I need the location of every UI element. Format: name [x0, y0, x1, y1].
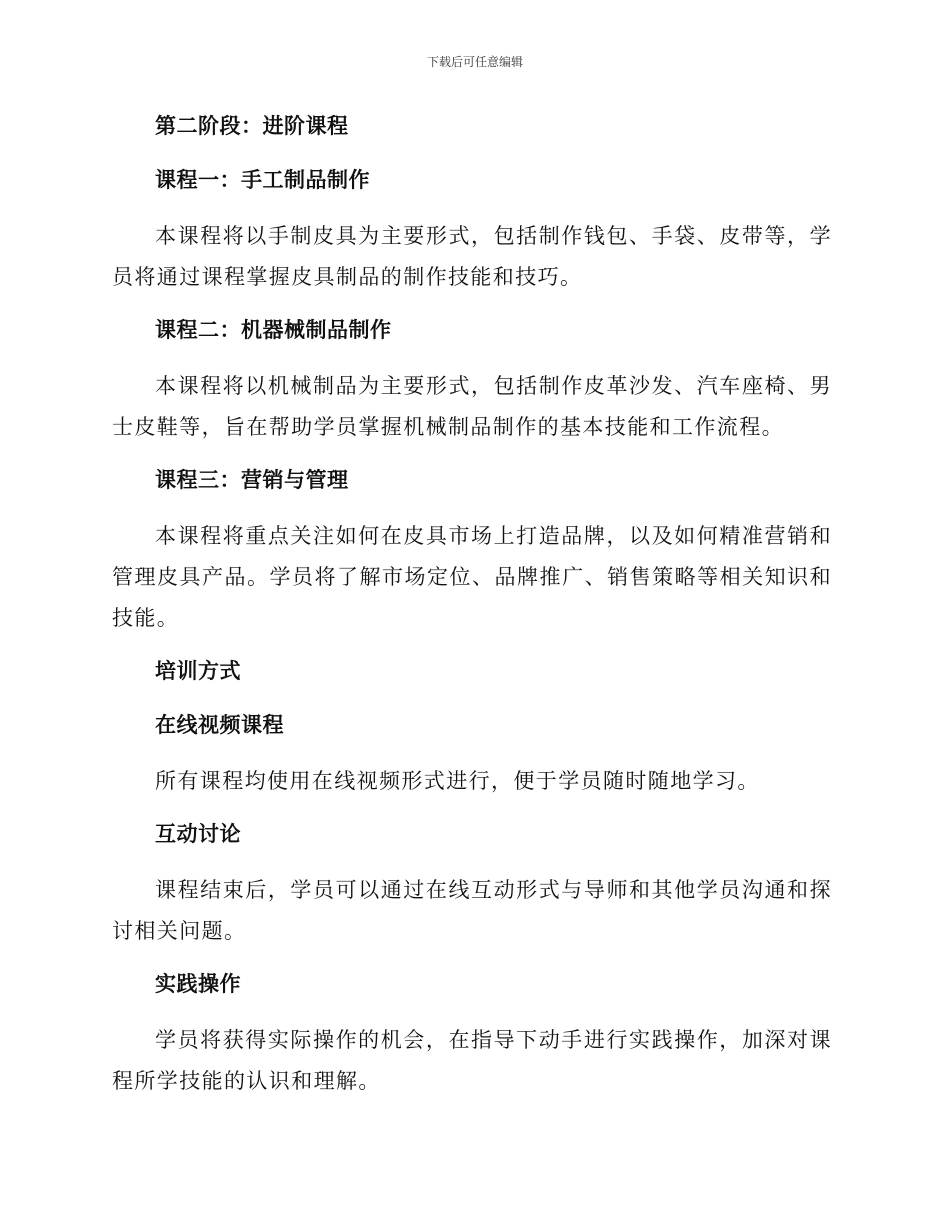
document-body — [112, 108, 832, 1116]
online-video-description: 所有课程均使用在线视频形式进行，便于学员随时随地学习。 — [155, 769, 760, 793]
course-two-description: 本课程将以机械制品为主要形式，包括制作皮革沙发、汽车座椅、男士皮鞋等，旨在帮助学员掌握机械制品制作的基本技能和工作流程。 — [112, 374, 832, 439]
course-two-heading: 课程二：机器械制品制作 — [155, 318, 392, 342]
page-header: 下载后可任意编辑 — [426, 55, 523, 69]
course-three-description: 本课程将重点关注如何在皮具市场上打造品牌，以及如何精准营销和管理皮具产品。学员将了解市场定位、品牌推广、销售策略等相关知识和技能。 — [112, 524, 832, 630]
practical-operation-description: 学员将获得实际操作的机会，在指导下动手进行实践操作，加深对课程所学技能的认识和理解。 — [112, 1028, 832, 1093]
course-three-heading: 课程三：营销与管理 — [155, 468, 349, 492]
course-one-description: 本课程将以手制皮具为主要形式，包括制作钱包、手袋、皮带等，学员将通过课程掌握皮具制品的制作技能和技巧。 — [112, 224, 832, 289]
online-video-heading: 在线视频课程 — [155, 713, 284, 737]
interactive-discussion-heading: 互动讨论 — [155, 822, 241, 846]
section-heading-stage-two: 第二阶段：进阶课程 — [155, 114, 349, 138]
practical-operation-heading: 实践操作 — [155, 972, 241, 996]
interactive-discussion-description: 课程结束后，学员可以通过在线互动形式与导师和其他学员沟通和探讨相关问题。 — [112, 878, 832, 943]
course-one-heading: 课程一：手工制品制作 — [155, 168, 370, 192]
training-methods-heading: 培训方式 — [155, 659, 241, 683]
